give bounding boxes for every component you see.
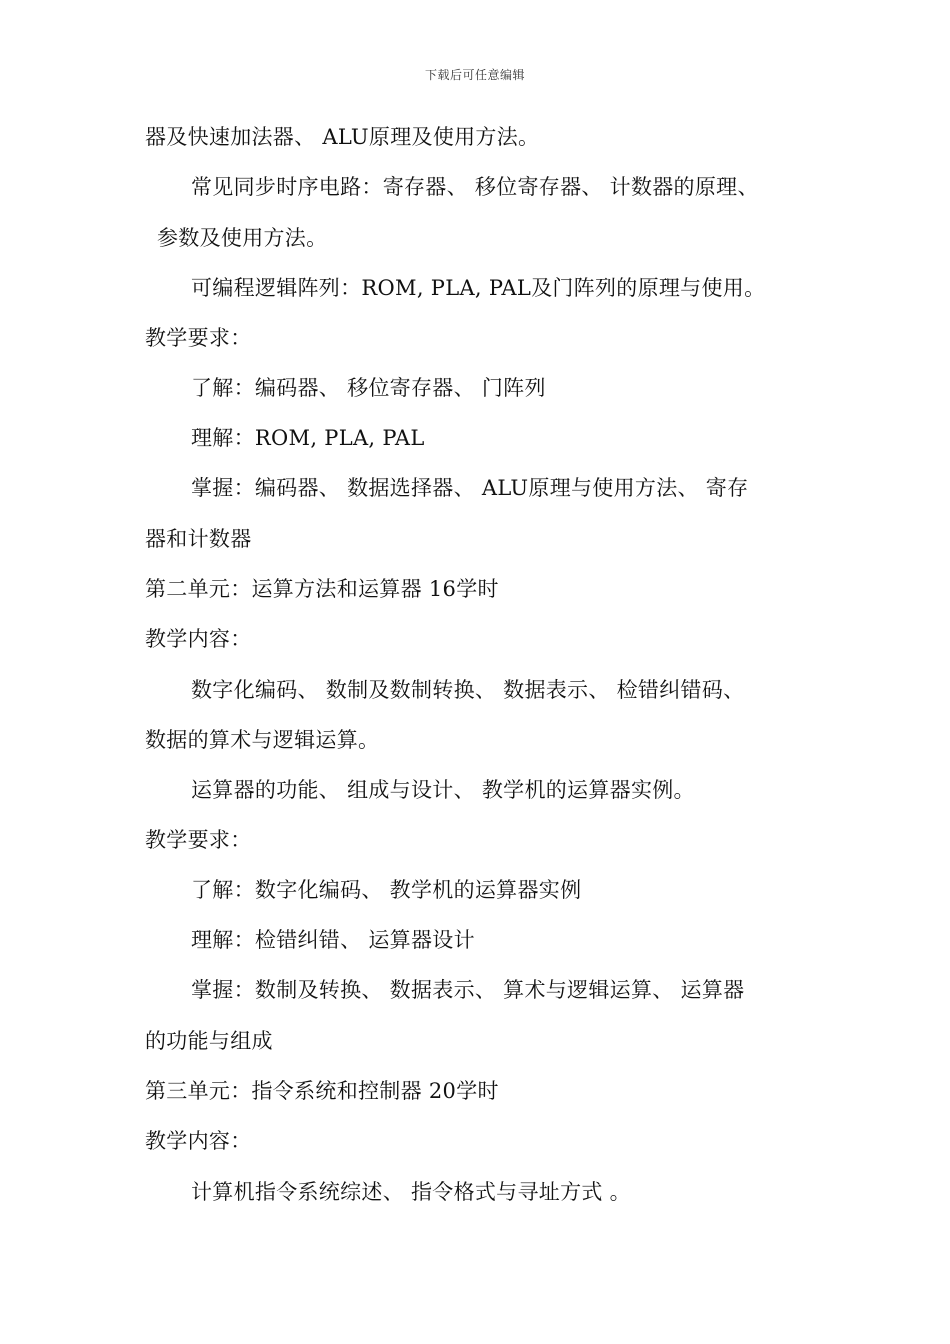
text-line: 计算机指令系统综述、 指令格式与寻址方式 。 [191, 1180, 631, 1204]
text-line: 了解：数字化编码、 教学机的运算器实例 [191, 878, 582, 902]
text-line: 理解：检错纠错、 运算器设计 [191, 928, 475, 952]
section-heading: 教学内容： [145, 627, 252, 651]
text-line: 了解：编码器、 移位寄存器、 门阵列 [191, 376, 546, 400]
text-line: 掌握：编码器、 数据选择器、 ALU原理与使用方法、 寄存 [191, 476, 749, 500]
text-line: 器及快速加法器、 ALU原理及使用方法。 [145, 125, 540, 149]
text-line: 数据的算术与逻辑运算。 [145, 728, 380, 752]
unit-heading: 第二单元：运算方法和运算器 16学时 [145, 577, 499, 601]
text-line: 参数及使用方法。 [157, 226, 328, 250]
text-line: 掌握：数制及转换、 数据表示、 算术与逻辑运算、 运算器 [191, 978, 745, 1002]
page-header: 下载后可任意编辑 [424, 68, 525, 82]
text-line: 理解：ROM, PLA, PAL [191, 426, 425, 450]
text-line: 运算器的功能、 组成与设计、 教学机的运算器实例。 [191, 778, 695, 802]
text-line: 可编程逻辑阵列：ROM, PLA, PAL及门阵列的原理与使用。 [191, 276, 766, 300]
text-line: 器和计数器 [145, 527, 252, 551]
text-line: 常见同步时序电路：寄存器、 移位寄存器、 计数器的原理、 [191, 175, 759, 199]
text-line: 数字化编码、 数制及数制转换、 数据表示、 检错纠错码、 [191, 678, 745, 702]
unit-heading: 第三单元：指令系统和控制器 20学时 [145, 1079, 499, 1103]
section-heading: 教学要求： [145, 828, 252, 852]
section-heading: 教学要求： [145, 326, 252, 350]
section-heading: 教学内容： [145, 1129, 252, 1153]
text-line: 的功能与组成 [145, 1029, 273, 1053]
